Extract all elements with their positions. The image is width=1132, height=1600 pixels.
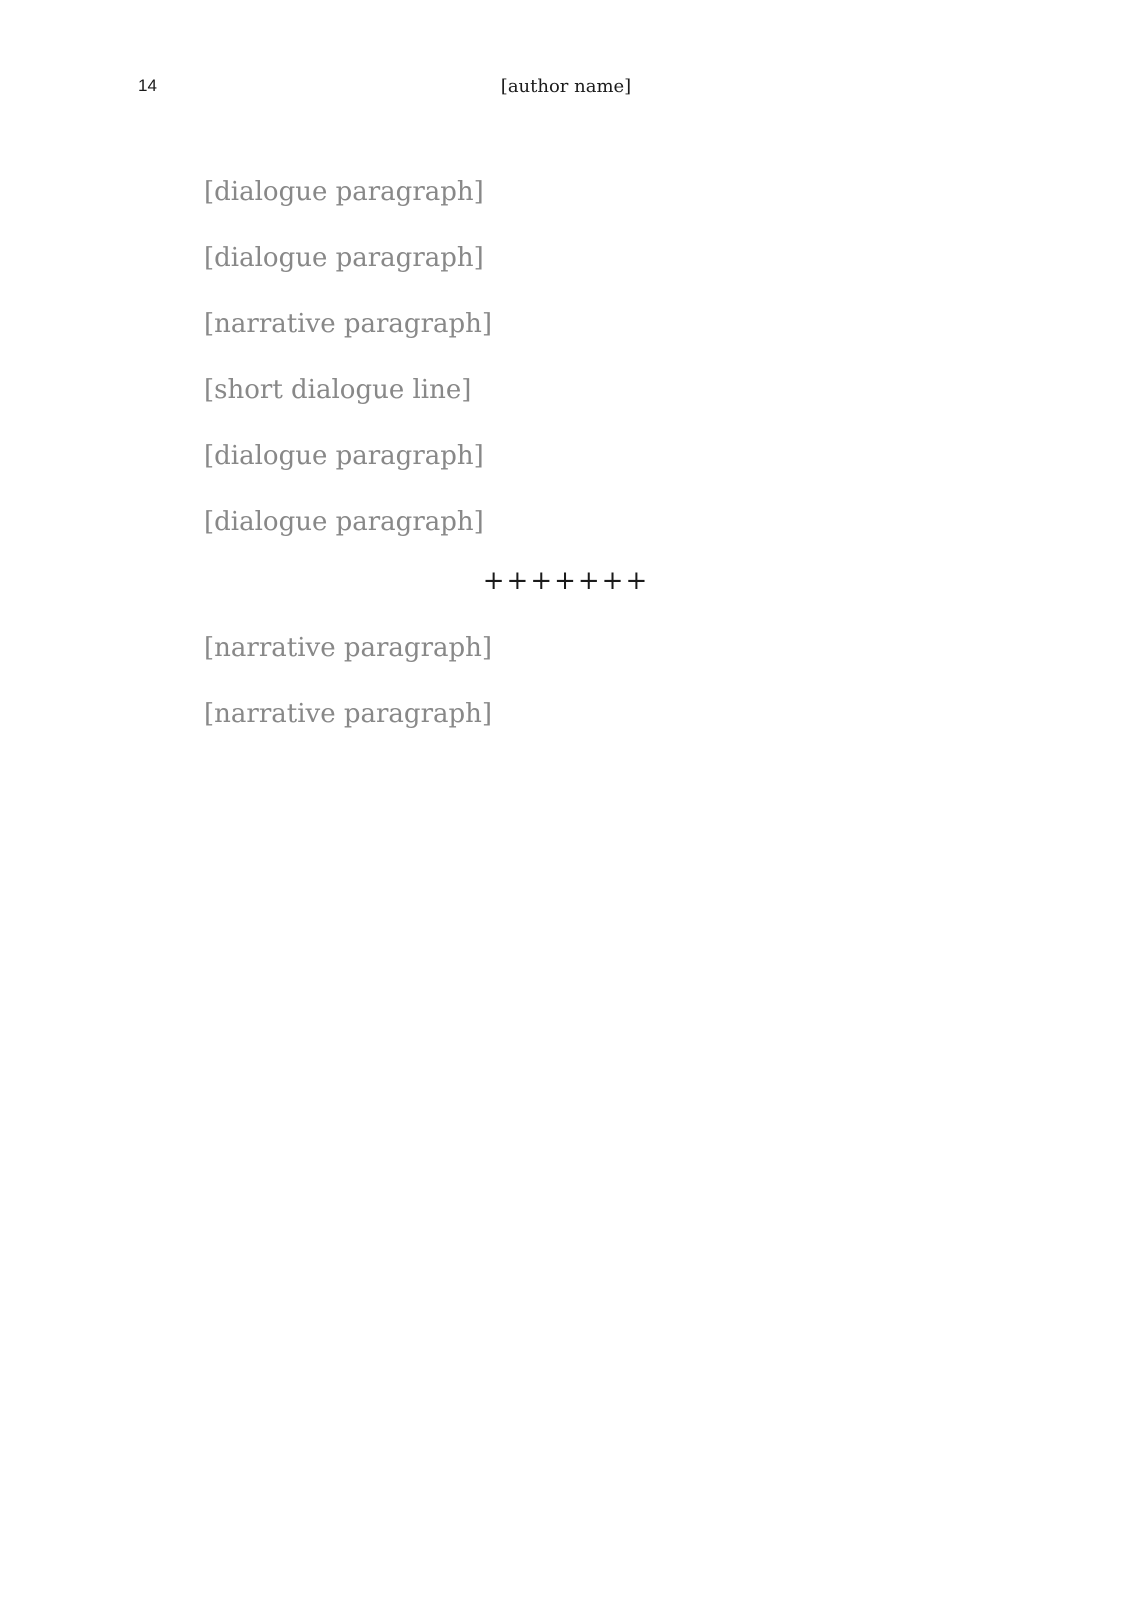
- paragraph: [narrative paragraph]: [204, 633, 493, 663]
- running-title: [author name]: [500, 76, 632, 97]
- page-header: [138, 76, 994, 106]
- section-divider: +++++++: [482, 566, 650, 596]
- paragraph: [narrative paragraph]: [204, 699, 493, 729]
- paragraph: [dialogue paragraph]: [204, 177, 484, 207]
- paragraph: [narrative paragraph]: [204, 309, 493, 339]
- page-number: 14: [138, 76, 157, 95]
- paragraph: [dialogue paragraph]: [204, 243, 484, 273]
- body-text: [138, 170, 994, 758]
- paragraph: [short dialogue line]: [204, 375, 472, 405]
- paragraph: [dialogue paragraph]: [204, 507, 484, 537]
- paragraph: [dialogue paragraph]: [204, 441, 484, 471]
